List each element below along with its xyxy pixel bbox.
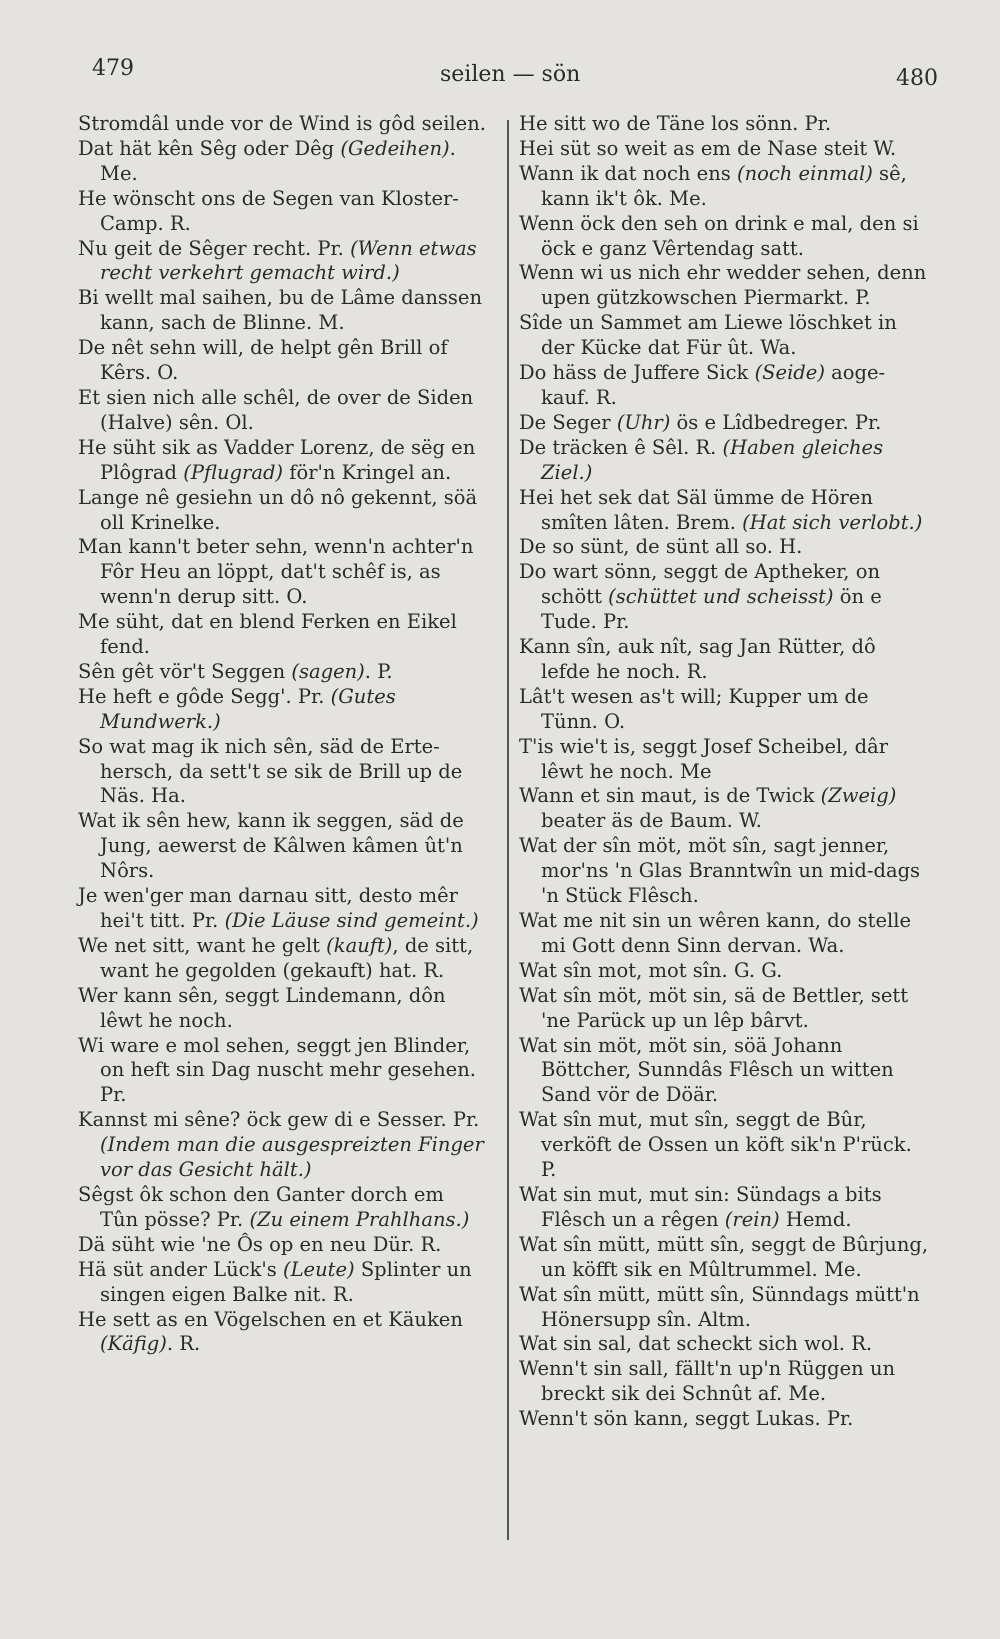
proverb-text: He heft e gôde Segg'. Pr. [78, 684, 331, 708]
proverb-text: He sitt wo de Täne los sönn. Pr. [519, 112, 832, 135]
proverb-text: Je wen'ger man darnau sitt, desto mêr hei't titt. Pr. [78, 884, 458, 932]
proverb-tail: . P. [364, 659, 393, 683]
running-title: seilen — sön [440, 62, 581, 87]
proverb-entry [519, 560, 929, 635]
gloss-text: (Leute) [282, 1257, 355, 1281]
proverb-text: Lange nê gesiehn un dô nô gekennt, söä oll Krinelke. [78, 485, 478, 534]
proverb-entry [519, 162, 929, 212]
proverb-entry [78, 735, 488, 810]
proverb-text: Sên gêt vör't Seggen [78, 659, 292, 683]
proverb-entry [519, 411, 929, 436]
proverb-text: Wat sîn mut, mut sîn, seggt de Bûr, verköft de Ossen un köft sik'n P'rück. P. [519, 1108, 912, 1182]
proverb-text: Me süht, dat en blend Ferken en Eikel fend. [78, 610, 457, 659]
left-column [78, 112, 488, 1357]
proverb-entry [78, 137, 488, 187]
proverb-entry [78, 1034, 488, 1109]
proverb-text: He wönscht ons de Segen van Kloster-Camp. R. [78, 186, 459, 235]
proverb-text: He sett as en Vögelschen en et Käuken [78, 1307, 463, 1331]
gloss-text: (schüttet und scheisst) [608, 585, 834, 609]
gloss-text: (noch einmal) [736, 161, 873, 185]
proverb-entry [519, 261, 929, 311]
proverb-tail: ön e Tude. Pr. [541, 585, 882, 634]
proverb-text: Wat sin sal, dat scheckt sich wol. R. [519, 1332, 873, 1356]
proverb-entry [519, 1357, 929, 1407]
proverb-entry [78, 336, 488, 386]
proverb-entry [519, 112, 929, 137]
proverb-entry [78, 884, 488, 934]
proverb-entry [78, 535, 488, 610]
gloss-text: (Indem man die ausgespreizten Finger vor das Gesicht hält.) [100, 1133, 484, 1182]
proverb-tail: ös e Lîdbedreger. Pr. [670, 410, 882, 434]
proverb-text: Wi ware e mol sehen, seggt jen Blinder, on heft sin Dag nuscht mehr gesehen. Pr. [78, 1033, 476, 1107]
proverb-text: So wat mag ik nich sên, säd de Erte-hersch, da sett't se sik de Brill up de Näs. Ha. [78, 734, 463, 808]
proverb-tail: , de sitt, want he gegolden (gekauft) hat. R. [100, 933, 474, 982]
proverb-entry [519, 735, 929, 785]
proverb-text: Wat me nit sin un wêren kann, do stelle mi Gott denn Sinn dervan. Wa. [519, 909, 912, 957]
proverb-entry [78, 112, 488, 137]
proverb-text: De träcken ê Sêl. R. [519, 435, 723, 459]
proverb-entry [519, 635, 929, 685]
proverb-tail: sê, kann ik't ôk. Me. [541, 161, 907, 210]
proverb-text: Kann sîn, auk nît, sag Jan Rütter, dô lefde he noch. R. [519, 635, 876, 683]
gloss-text: (Wenn etwas recht verkehrt gemacht wird.) [100, 236, 477, 285]
proverb-tail: Hemd. [779, 1207, 852, 1231]
left-page-number: 479 [92, 56, 134, 81]
proverb-tail: . R. [166, 1332, 201, 1356]
proverb-entry [78, 436, 488, 486]
gloss-text: (Hat sich verlobt.) [742, 510, 923, 534]
proverb-entry [519, 685, 929, 735]
proverb-text: Wat ik sên hew, kann ik seggen, säd de Jung, aewerst de Kâlwen kâmen ût'n Nôrs. [78, 809, 464, 883]
gloss-text: (Käfig) [100, 1332, 167, 1356]
proverb-entry [78, 984, 488, 1034]
proverb-entry [78, 286, 488, 336]
proverb-entry [519, 909, 929, 959]
gloss-text: (Uhr) [616, 410, 671, 434]
proverb-entry [78, 1183, 488, 1233]
proverb-text: Man kann't beter sehn, wenn'n achter'n Fôr Heu an löppt, dat't schêf is, as wenn'n derup sitt. O. [78, 535, 474, 609]
proverb-entry [78, 1233, 488, 1258]
right-column [519, 112, 929, 1432]
proverb-text: Hä süt ander Lück's [78, 1257, 283, 1281]
gloss-text: (Die Läuse sind gemeint.) [224, 909, 479, 932]
proverb-tail: Splinter un singen eigen Balke nit. R. [100, 1257, 472, 1306]
proverb-entry [519, 311, 929, 361]
proverb-text: Wenn't sin sall, fällt'n up'n Rüggen un breckt sik dei Schnût af. Me. [519, 1357, 896, 1406]
proverb-text: Wat sin mut, mut sin: Sündags a bits Flêsch un a rêgen [519, 1182, 882, 1231]
proverb-text: Dä süht wie 'ne Ôs op en neu Dür. R. [78, 1232, 442, 1256]
gloss-text: (Gedeihen) [340, 136, 450, 160]
proverb-text: Wenn wi us nich ehr wedder sehen, denn upen gützkowschen Piermarkt. P. [519, 261, 927, 310]
proverb-text: Wat sîn möt, möt sin, sä de Bettler, sett 'ne Parück up un lêp bârvt. [519, 983, 909, 1032]
proverb-text: Stromdâl unde vor de Wind is gôd seilen. [78, 112, 486, 135]
proverb-text: Do wart sönn, seggt de Aptheker, on schött [519, 560, 881, 609]
proverb-entry [78, 237, 488, 287]
proverb-text: Wenn't sön kann, seggt Lukas. Pr. [519, 1407, 854, 1431]
proverb-entry [78, 1258, 488, 1308]
proverb-entry [519, 1407, 929, 1432]
gloss-text: (Pflugrad) [183, 460, 284, 484]
proverb-text: Dat hät kên Sêg oder Dêg [78, 136, 341, 160]
proverb-entry [519, 535, 929, 560]
gloss-text: (sagen) [291, 659, 365, 683]
proverb-text: Wer kann sên, seggt Lindemann, dôn lêwt he noch. [78, 983, 446, 1032]
proverb-text: Wat der sîn möt, möt sîn, sagt jenner, mor'ns 'n Glas Branntwîn un mid-dags 'n Stück Flêsch. [519, 834, 921, 908]
proverb-tail: . Me. [100, 136, 456, 185]
proverb-entry [78, 187, 488, 237]
proverb-entry [519, 834, 929, 909]
proverb-entry [519, 361, 929, 411]
proverb-text: Nu geit de Sêger recht. Pr. [78, 236, 351, 260]
gloss-text: (Haben gleiches Ziel.) [541, 435, 884, 484]
proverb-text: Wann ik dat noch ens [519, 161, 737, 185]
proverb-text: Lât't wesen as't will; Kupper um de Tünn. O. [519, 684, 869, 733]
proverb-text: Hei het sek dat Säl ümme de Hören smîten lâten. Brem. [519, 485, 873, 534]
proverb-entry [78, 660, 488, 685]
proverb-entry [519, 784, 929, 834]
proverb-entry [78, 685, 488, 735]
proverb-entry [519, 486, 929, 536]
proverb-text: Sîde un Sammet am Liewe löschket in der Kücke dat Für ût. Wa. [519, 311, 897, 360]
proverb-entry [519, 1233, 929, 1283]
proverb-entry [519, 1283, 929, 1333]
proverb-text: Hei süt so weit as em de Nase steit W. [519, 136, 897, 160]
proverb-entry [519, 1034, 929, 1109]
proverb-text: Wat sîn mot, mot sîn. G. G. [519, 958, 783, 982]
proverb-entry [78, 386, 488, 436]
gloss-text: (kauft) [326, 933, 393, 957]
gloss-text: (Zweig) [820, 784, 897, 808]
gloss-text: (Zu einem Prahlhans.) [249, 1207, 470, 1231]
proverb-entry [78, 1308, 488, 1358]
proverb-text: De nêt sehn will, de helpt gên Brill of Kêrs. O. [78, 336, 448, 385]
proverb-entry [519, 1183, 929, 1233]
proverb-text: De so sünt, de sünt all so. H. [519, 535, 803, 559]
proverb-text: T'is wie't is, seggt Josef Scheibel, dâr lêwt he noch. Me [519, 734, 889, 783]
proverb-tail: för'n Kringel an. [283, 460, 452, 484]
column-divider [507, 120, 509, 1540]
proverb-entry [78, 486, 488, 536]
proverb-entry [519, 212, 929, 262]
proverb-entry [519, 1332, 929, 1357]
proverb-text: Wann et sin maut, is de Twick [519, 784, 821, 808]
proverb-text: Wat sîn mütt, mütt sîn, Sünndags mütt'n Hönersupp sîn. Altm. [519, 1282, 920, 1331]
proverb-entry [78, 1108, 488, 1183]
proverb-text: We net sitt, want he gelt [78, 933, 327, 957]
proverb-text: Do häss de Juffere Sick [519, 361, 755, 385]
proverb-entry [78, 934, 488, 984]
proverb-text: Wat sin möt, möt sin, söä Johann Böttcher, Sunndâs Flêsch un witten Sand vör de Döär. [519, 1033, 894, 1107]
proverb-text: He süht sik as Vadder Lorenz, de sëg en Plôgrad [78, 435, 476, 484]
gloss-text: (rein) [724, 1207, 780, 1231]
proverb-text: De Seger [519, 410, 617, 434]
proverb-entry [519, 959, 929, 984]
proverb-entry [519, 137, 929, 162]
proverb-text: Wenn öck den seh on drink e mal, den si öck e ganz Vêrtendag satt. [519, 211, 919, 260]
proverb-entry [519, 436, 929, 486]
proverb-text: Kannst mi sêne? öck gew di e Sesser. Pr. [78, 1108, 480, 1132]
right-page-number: 480 [896, 66, 938, 91]
proverb-entry [519, 1108, 929, 1183]
proverb-text: Sêgst ôk schon den Ganter dorch em Tûn pösse? Pr. [78, 1182, 444, 1231]
proverb-text: Bi wellt mal saihen, bu de Lâme danssen kann, sach de Blinne. M. [78, 286, 483, 335]
proverb-entry [78, 809, 488, 884]
proverb-tail: beater äs de Baum. W. [541, 809, 762, 833]
proverb-text: Wat sîn mütt, mütt sîn, seggt de Bûrjung, un köfft sik en Mûltrummel. Me. [519, 1232, 929, 1281]
gloss-text: (Seide) [754, 361, 825, 385]
proverb-tail: aoge-kauf. R. [541, 361, 886, 409]
gloss-text: (Gutes Mundwerk.) [100, 684, 396, 733]
proverb-entry [519, 984, 929, 1034]
proverb-text: Et sien nich alle schêl, de over de Siden (Halve) sên. Ol. [78, 385, 474, 434]
proverb-entry [78, 610, 488, 660]
